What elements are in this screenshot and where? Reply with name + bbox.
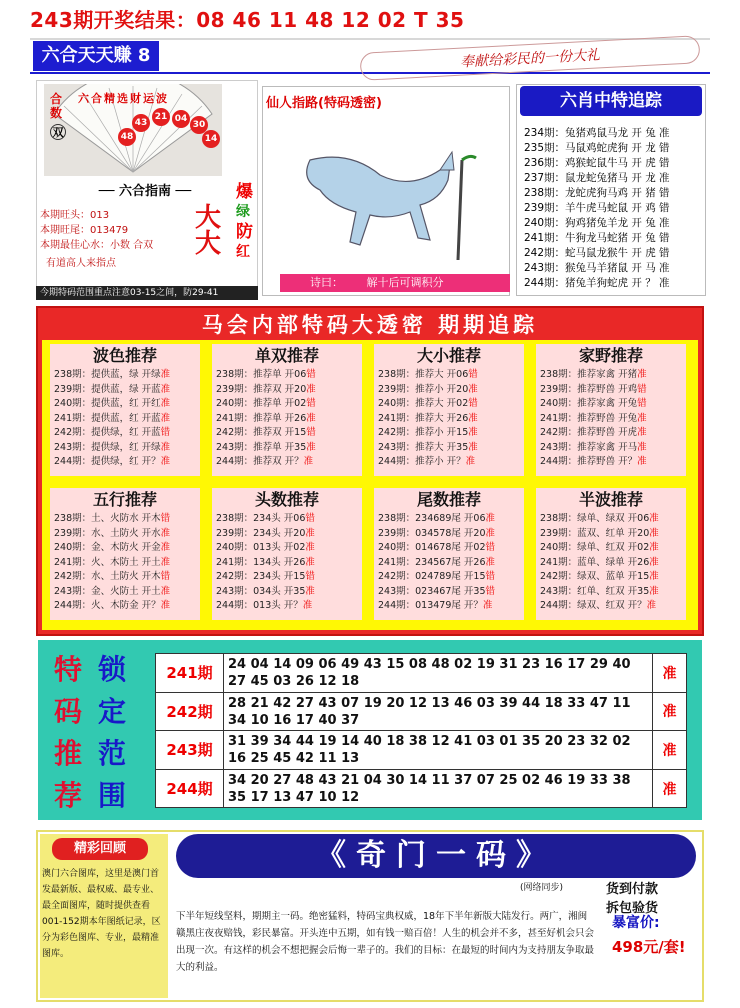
qimen-banner: 《奇门一码》 bbox=[176, 834, 696, 878]
xianren-title: 仙人指路(特码透密) bbox=[266, 96, 382, 111]
row-text: 241期：234567尾 开26 bbox=[378, 556, 486, 568]
row-text: 239期：推荐小 开20 bbox=[378, 383, 469, 395]
list-item bbox=[374, 412, 524, 427]
list-item bbox=[212, 368, 362, 383]
row-text: 242期：绿双、蓝单 开15 bbox=[540, 571, 650, 582]
row-text: 242期：推荐野兽 开虎 bbox=[540, 427, 638, 438]
panel-title: 尾数推荐 bbox=[416, 490, 481, 509]
row-mark: 准 bbox=[485, 556, 496, 568]
list-item bbox=[536, 527, 686, 542]
list-item bbox=[536, 397, 686, 412]
list-item bbox=[50, 397, 200, 412]
row-mark: 准 bbox=[160, 441, 171, 453]
shipping-info bbox=[606, 878, 658, 916]
fox-icon bbox=[290, 120, 490, 270]
numbers-cell: 28 21 42 27 43 07 19 20 12 13 46 03 39 44 18 33 47 11 34 10 16 17 40 37 bbox=[228, 695, 631, 728]
row-text: 242期：提供绿，红 开蓝 bbox=[54, 427, 161, 438]
tema-side-chars bbox=[44, 646, 144, 814]
panel-title: 头数推荐 bbox=[254, 490, 319, 509]
list-item bbox=[212, 512, 362, 527]
row-text: 241期：提供蓝，红 开蓝 bbox=[54, 412, 161, 424]
row-text: 243期：提供绿，红 开绿 bbox=[54, 441, 161, 453]
table-row bbox=[156, 731, 686, 770]
tema-char: 锁 bbox=[98, 653, 127, 686]
row-text: 238期：推荐大 开06 bbox=[378, 369, 469, 380]
row-mark: 准 bbox=[160, 398, 171, 409]
row-text: 240期：推荐家禽 开兔 bbox=[540, 398, 638, 409]
list-item bbox=[50, 441, 200, 456]
guide-line: 本期最佳心水：小数 合双 bbox=[40, 240, 154, 251]
tema-char: 码 bbox=[54, 695, 83, 728]
row-mark: 准 bbox=[302, 600, 313, 611]
list-item bbox=[212, 397, 362, 412]
row-text: 242期：234头 开15 bbox=[216, 571, 306, 582]
panel-title: 单双推荐 bbox=[254, 346, 319, 365]
period-cell: 241期 bbox=[156, 654, 224, 692]
recommend-panel bbox=[374, 488, 524, 620]
row-text: 239期：推荐双 开20 bbox=[216, 383, 307, 395]
list-item bbox=[536, 383, 686, 398]
row-mark: 准 bbox=[637, 412, 647, 424]
list-item bbox=[212, 441, 362, 456]
guide-big-text: 大大 bbox=[195, 203, 222, 259]
row-text: 244期：013479尾 开？ bbox=[378, 600, 483, 611]
list-item bbox=[50, 512, 200, 527]
row-mark: 错 bbox=[485, 571, 496, 582]
list-item bbox=[212, 585, 362, 600]
list-item: 236期：鸡猴蛇鼠牛马 开 虎 错 bbox=[524, 157, 670, 169]
list-item bbox=[50, 426, 200, 441]
fan-ball: 30 bbox=[190, 116, 208, 134]
guide-line: 本期旺头：013 bbox=[40, 210, 110, 221]
fan-heading: 六合精选财运波 bbox=[78, 92, 169, 105]
period-cell: 244期 bbox=[156, 770, 224, 809]
range-bar: 今期特码范围重点注意03-15之间，防29-41 bbox=[36, 286, 258, 300]
list-item bbox=[212, 426, 362, 441]
guide-line: 本期旺尾：013479 bbox=[40, 225, 129, 236]
list-item bbox=[536, 441, 686, 456]
list-item bbox=[50, 455, 200, 470]
row-text: 239期：推荐野兽 开鸡 bbox=[540, 383, 638, 395]
list-item: 238期：龙蛇虎狗马鸡 开 猪 错 bbox=[524, 187, 670, 199]
list-item bbox=[212, 527, 362, 542]
row-mark: 准 bbox=[160, 600, 171, 611]
list-item bbox=[50, 599, 200, 614]
row-mark: 准 bbox=[637, 369, 647, 380]
row-mark: 错 bbox=[485, 542, 496, 553]
row-mark: 准 bbox=[649, 571, 659, 582]
row-mark: 错 bbox=[160, 571, 171, 582]
liuxiao-title: 六肖中特追踪 bbox=[520, 86, 702, 116]
list-item bbox=[536, 455, 686, 470]
price-value: 498元/套! bbox=[612, 938, 686, 956]
row-mark: 准 bbox=[306, 441, 316, 453]
numbers-cell: 24 04 14 09 06 49 43 15 08 48 02 19 31 23 16 17 29 40 27 45 03 26 12 18 bbox=[228, 657, 631, 689]
row-mark: 错 bbox=[637, 398, 647, 409]
row-text: 238期：234头 开06 bbox=[216, 513, 306, 524]
guide-title-text: 六合指南 bbox=[118, 184, 171, 199]
row-text: 240期：013头 开02 bbox=[216, 542, 306, 553]
row-mark: 错 bbox=[305, 571, 315, 582]
list-item bbox=[50, 368, 200, 383]
row-mark: 错 bbox=[160, 427, 171, 438]
row-text: 238期：土、火防水 开木 bbox=[54, 513, 161, 524]
row-mark: 错 bbox=[305, 513, 315, 524]
fan-side-sub: 双 bbox=[50, 124, 66, 140]
poem-label: 诗曰： bbox=[310, 276, 343, 289]
row-mark: 准 bbox=[637, 441, 647, 453]
network-sync-label: (网络同步) bbox=[520, 883, 564, 893]
list-item bbox=[536, 512, 686, 527]
row-mark: 准 bbox=[160, 412, 171, 424]
row-mark: 错 bbox=[306, 398, 316, 409]
row-text: 239期：蓝双、红单 开20 bbox=[540, 527, 650, 539]
mark-cell: 准 bbox=[652, 693, 686, 731]
recommend-panel bbox=[374, 344, 524, 476]
list-item: 242期：蛇马鼠龙猴牛 开 虎 错 bbox=[524, 247, 670, 259]
row-text: 242期：024789尾 开15 bbox=[378, 571, 486, 582]
row-text: 244期：推荐小 开？ bbox=[378, 456, 466, 467]
row-text: 243期：推荐大 开35 bbox=[378, 441, 469, 453]
tema-char: 范 bbox=[98, 737, 127, 770]
mark-cell: 准 bbox=[652, 654, 686, 692]
row-text: 243期：推荐家禽 开马 bbox=[540, 441, 638, 453]
list-item: 237期：鼠龙蛇兔猪马 开 龙 准 bbox=[524, 172, 670, 184]
fan-ball: 21 bbox=[152, 108, 170, 126]
list-item bbox=[374, 441, 524, 456]
list-item bbox=[212, 455, 362, 470]
row-mark: 准 bbox=[305, 585, 315, 597]
row-mark: 准 bbox=[649, 542, 659, 553]
list-item bbox=[212, 412, 362, 427]
panel-title: 五行推荐 bbox=[92, 490, 157, 509]
row-mark: 准 bbox=[482, 600, 493, 611]
row-mark: 错 bbox=[485, 585, 496, 597]
side-word: 红 bbox=[236, 244, 250, 260]
top-result-bar bbox=[0, 0, 740, 34]
promo-text: 下半年短线坚料，期期主一码。绝密猛料，特码宝典权威，18年下半年新版大陆发行。两广，湘闽赣黑庄夜夜赔钱，彩民暴富。开头连中五期，如有钱一赔百倍！人生的机会并不多，甚至好机会只会出现一次。有这样的机会不想把握会后悔一辈子的。我们的目标：在最短的时间内为支持朋友争取最大的利益。 bbox=[176, 911, 595, 973]
row-text: 241期：蓝单、绿单 开26 bbox=[540, 556, 650, 568]
row-text: 243期：034头 开35 bbox=[216, 585, 306, 597]
row-mark: 准 bbox=[305, 556, 315, 568]
tema-char: 围 bbox=[98, 779, 127, 812]
row-text: 243期：红单、红双 开35 bbox=[540, 585, 650, 597]
row-mark: 准 bbox=[160, 383, 171, 395]
recommend-banner: 马会内部特码大透密 期期追踪 bbox=[201, 312, 539, 337]
list-item bbox=[536, 368, 686, 383]
recommend-panel bbox=[212, 488, 362, 620]
row-text: 243期：023467尾 开35 bbox=[378, 585, 486, 597]
row-mark: 准 bbox=[637, 427, 647, 438]
row-mark: 准 bbox=[468, 412, 478, 424]
slogan: 奉献给彩民的一份大礼 bbox=[360, 35, 701, 81]
row-mark: 准 bbox=[160, 542, 171, 553]
recommend-area bbox=[42, 340, 698, 630]
list-item bbox=[374, 527, 524, 542]
row-mark: 准 bbox=[160, 369, 171, 380]
fan-ball: 04 bbox=[172, 110, 190, 128]
fan-ball: 43 bbox=[132, 114, 150, 132]
row-mark: 错 bbox=[160, 513, 171, 524]
recommend-panel bbox=[50, 344, 200, 476]
mark-cell: 准 bbox=[652, 770, 686, 809]
row-mark: 准 bbox=[649, 513, 659, 524]
side-word: 防 bbox=[236, 222, 253, 242]
row-text: 240期：绿单、红双 开02 bbox=[540, 542, 650, 553]
row-mark: 错 bbox=[637, 383, 647, 395]
row-text: 238期：推荐家禽 开猪 bbox=[540, 369, 638, 380]
row-text: 244期：013头 开？ bbox=[216, 600, 303, 611]
guide-title: ── 六合指南 ── bbox=[98, 184, 192, 199]
list-item bbox=[212, 556, 362, 571]
row-mark: 准 bbox=[485, 513, 496, 524]
row-text: 243期：推荐单 开35 bbox=[216, 441, 307, 453]
panel-title: 波色推荐 bbox=[92, 346, 157, 365]
recommend-panel bbox=[50, 488, 200, 620]
row-text: 239期：提供蓝，绿 开蓝 bbox=[54, 383, 161, 395]
row-text: 241期：134头 开26 bbox=[216, 556, 306, 568]
row-mark: 准 bbox=[637, 456, 647, 467]
row-mark: 准 bbox=[160, 556, 171, 568]
tema-table bbox=[155, 653, 687, 808]
row-text: 240期：014678尾 开02 bbox=[378, 542, 486, 553]
panel-title: 半波推荐 bbox=[578, 490, 643, 509]
list-item bbox=[536, 541, 686, 556]
price-label: 暴富价: bbox=[612, 915, 660, 931]
row-text: 238期：提供蓝，绿 开绿 bbox=[54, 369, 161, 380]
ship-line: 拆包验货 bbox=[606, 901, 659, 916]
row-mark: 准 bbox=[305, 527, 315, 539]
row-text: 239期：034578尾 开20 bbox=[378, 527, 486, 539]
list-item bbox=[212, 383, 362, 398]
table-row bbox=[156, 654, 686, 693]
side-word: 爆 bbox=[236, 182, 253, 202]
fox-illustration bbox=[290, 120, 490, 270]
row-text: 241期：火、木防土 开土 bbox=[54, 556, 161, 568]
recommend-panel bbox=[536, 344, 686, 476]
panel-title: 大小推荐 bbox=[416, 346, 481, 365]
row-text: 244期：绿双、红双 开？ bbox=[540, 600, 647, 611]
row-text: 242期：推荐小 开15 bbox=[378, 427, 469, 438]
list-item: 239期：羊牛虎马蛇鼠 开 鸡 错 bbox=[524, 202, 670, 214]
poem-text: 解十后可调积分 bbox=[366, 276, 444, 289]
row-mark: 准 bbox=[160, 456, 171, 467]
guide-line: 有道高人来指点 bbox=[46, 258, 116, 269]
list-item bbox=[374, 512, 524, 527]
draw-result-text: 243期开奖结果：08 46 11 48 12 02 T 35 bbox=[30, 8, 465, 32]
panel-title: 家野推荐 bbox=[578, 346, 643, 365]
list-item bbox=[50, 412, 200, 427]
row-mark: 准 bbox=[485, 527, 496, 539]
list-item bbox=[536, 585, 686, 600]
row-text: 244期：火、木防金 开？ bbox=[54, 600, 161, 611]
list-item bbox=[536, 599, 686, 614]
list-item bbox=[212, 599, 362, 614]
side-word: 绿 bbox=[236, 204, 250, 220]
row-text: 240期：推荐单 开02 bbox=[216, 398, 307, 409]
list-item bbox=[212, 570, 362, 585]
list-item bbox=[50, 570, 200, 585]
period-cell: 243期 bbox=[156, 731, 224, 769]
recommend-panel bbox=[536, 488, 686, 620]
list-item: 234期：兔猪鸡鼠马龙 开 兔 准 bbox=[524, 127, 670, 139]
list-item bbox=[536, 570, 686, 585]
list-item bbox=[374, 570, 524, 585]
row-mark: 错 bbox=[306, 369, 316, 380]
row-mark: 准 bbox=[649, 585, 659, 597]
list-item: 235期：马鼠鸡蛇虎狗 开 龙 错 bbox=[524, 142, 670, 154]
list-item bbox=[536, 412, 686, 427]
numbers-cell: 31 39 34 44 19 14 40 18 38 12 41 03 01 35 20 23 32 02 16 25 45 42 11 13 bbox=[228, 734, 631, 766]
row-text: 244期：推荐野兽 开？ bbox=[540, 456, 638, 467]
row-mark: 准 bbox=[160, 527, 171, 539]
row-mark: 准 bbox=[303, 456, 314, 467]
list-item bbox=[374, 541, 524, 556]
row-text: 238期：234689尾 开06 bbox=[378, 513, 486, 524]
row-mark: 准 bbox=[646, 600, 657, 611]
fan-side-label: 合数 bbox=[50, 92, 63, 120]
row-text: 239期：234头 开20 bbox=[216, 527, 306, 539]
list-item bbox=[374, 383, 524, 398]
list-item: 240期：狗鸡猪兔羊龙 开 兔 准 bbox=[524, 217, 670, 229]
recommend-panel bbox=[212, 344, 362, 476]
list-item bbox=[536, 426, 686, 441]
poem-bar bbox=[280, 274, 510, 292]
list-item bbox=[374, 368, 524, 383]
ship-line: 货到付款 bbox=[606, 882, 659, 897]
fan-ball: 48 bbox=[118, 128, 136, 146]
list-item bbox=[374, 397, 524, 412]
list-item bbox=[50, 585, 200, 600]
tema-char: 荐 bbox=[54, 779, 83, 812]
row-text: 239期：水、土防火 开水 bbox=[54, 527, 161, 539]
row-mark: 准 bbox=[468, 427, 478, 438]
row-mark: 错 bbox=[306, 427, 316, 438]
row-text: 238期：推荐单 开06 bbox=[216, 369, 307, 380]
list-item bbox=[50, 541, 200, 556]
table-row bbox=[156, 693, 686, 732]
row-text: 242期：推荐双 开15 bbox=[216, 427, 307, 438]
list-item bbox=[374, 426, 524, 441]
list-item bbox=[212, 541, 362, 556]
row-text: 238期：绿单、绿双 开06 bbox=[540, 513, 650, 524]
row-text: 241期：推荐野兽 开兔 bbox=[540, 412, 638, 424]
row-mark: 准 bbox=[649, 556, 659, 568]
list-item bbox=[374, 599, 524, 614]
numbers-cell: 34 20 27 48 43 21 04 30 14 11 37 07 25 02 46 19 33 38 35 17 13 47 10 12 bbox=[228, 772, 631, 805]
list-item: 243期：猴兔马羊猪鼠 开 马 准 bbox=[524, 262, 670, 274]
row-mark: 准 bbox=[649, 527, 659, 539]
row-mark: 准 bbox=[306, 412, 316, 424]
row-text: 243期：金、火防土 开土 bbox=[54, 585, 161, 597]
row-mark: 准 bbox=[306, 383, 316, 395]
row-text: 244期：推荐双 开？ bbox=[216, 456, 304, 467]
row-mark: 准 bbox=[305, 542, 315, 553]
tema-char: 特 bbox=[54, 653, 83, 686]
row-text: 240期：提供蓝，红 开红 bbox=[54, 398, 161, 409]
list-item: 241期：牛狗龙马蛇猪 开 兔 错 bbox=[524, 232, 670, 244]
row-text: 242期：水、土防火 开木 bbox=[54, 571, 161, 582]
list-item bbox=[374, 556, 524, 571]
edition-badge: 六合天天赚 8 bbox=[33, 41, 159, 71]
row-text: 241期：推荐单 开26 bbox=[216, 412, 307, 424]
row-mark: 准 bbox=[465, 456, 476, 467]
row-text: 244期：提供绿，红 开？ bbox=[54, 456, 161, 467]
list-item bbox=[50, 527, 200, 542]
row-mark: 错 bbox=[468, 398, 478, 409]
row-text: 241期：推荐大 开26 bbox=[378, 412, 469, 424]
list-item bbox=[374, 455, 524, 470]
row-text: 240期：金、木防火 开金 bbox=[54, 542, 161, 553]
row-text: 240期：推荐大 开02 bbox=[378, 398, 469, 409]
list-item bbox=[50, 556, 200, 571]
review-text: 澳门六合图库，这里是澳门首发最新版、最权威、最专业、最全面图库，随时提供查看001-152期本年图纸记录，区分为彩色图库、专业，最精准图库。 bbox=[42, 869, 161, 959]
list-item bbox=[536, 556, 686, 571]
mark-cell: 准 bbox=[652, 731, 686, 769]
guide-side-words bbox=[236, 182, 253, 262]
table-row bbox=[156, 770, 686, 809]
period-cell: 242期 bbox=[156, 693, 224, 731]
list-item bbox=[50, 383, 200, 398]
fan-ball: 14 bbox=[202, 130, 220, 148]
tema-char: 定 bbox=[98, 695, 127, 728]
row-mark: 准 bbox=[160, 585, 171, 597]
row-mark: 错 bbox=[468, 369, 478, 380]
row-mark: 准 bbox=[468, 441, 478, 453]
review-title: 精彩回顾 bbox=[52, 838, 148, 860]
row-mark: 准 bbox=[468, 383, 478, 395]
tema-char: 推 bbox=[54, 737, 83, 770]
list-item bbox=[374, 585, 524, 600]
list-item: 244期：猪兔羊狗蛇虎 开 ？ 准 bbox=[524, 277, 670, 289]
liuxiao-list bbox=[524, 126, 670, 291]
